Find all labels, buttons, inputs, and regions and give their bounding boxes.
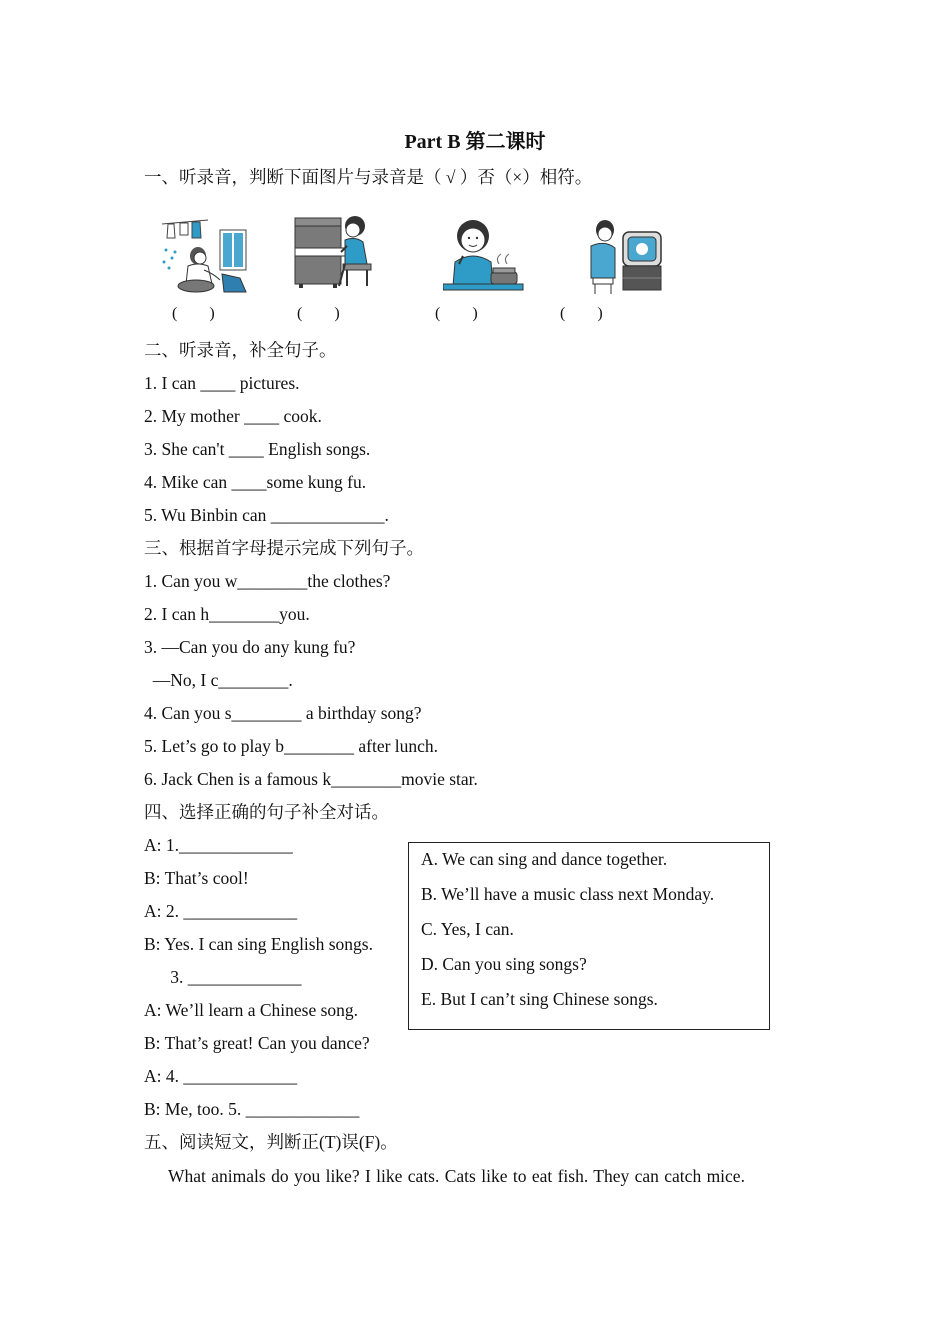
section-5-heading: 五、阅读短文，判断正(T)误(F)。 <box>144 1132 398 1152</box>
washing-clothes-picture <box>160 214 250 296</box>
option-e: E. But I can’t sing Chinese songs. <box>421 989 658 1009</box>
dialogue-line: B: That’s great! Can you dance? <box>144 1033 370 1053</box>
dialogue-line: B: That’s cool! <box>144 868 249 888</box>
question-line: 3. She can't ____ English songs. <box>144 439 371 459</box>
question-line: 4. Mike can ____some kung fu. <box>144 472 367 492</box>
option-b: B. We’ll have a music class next Monday. <box>421 884 715 904</box>
question-line: 2. I can h________you. <box>144 604 310 624</box>
options-box <box>408 842 770 1030</box>
answer-blank-4[interactable]: ( ) <box>560 305 603 322</box>
option-a: A. We can sing and dance together. <box>421 849 668 869</box>
watching-tv-picture <box>587 214 667 296</box>
question-line: 5. Wu Binbin can _____________. <box>144 505 389 525</box>
reading-passage: What animals do you like? I like cats. Cats like to eat fish. They can catch mice. <box>168 1166 745 1186</box>
section-2-heading: 二、听录音，补全句子。 <box>144 340 337 360</box>
option-d: D. Can you sing songs? <box>421 954 587 974</box>
answer-blank-2[interactable]: ( ) <box>297 305 340 322</box>
question-line: 2. My mother ____ cook. <box>144 406 322 426</box>
answer-blank-3[interactable]: ( ) <box>435 305 478 322</box>
option-c: C. Yes, I can. <box>421 919 514 939</box>
question-line: 3. —Can you do any kung fu? <box>144 637 356 657</box>
section-4-heading: 四、选择正确的句子补全对话。 <box>144 802 389 822</box>
section-1-heading: 一、听录音，判断下面图片与录音是（ √ ）否（×）相符。 <box>144 167 593 187</box>
question-line: 5. Let’s go to play b________ after lunch. <box>144 736 439 756</box>
dialogue-line: A: 2. _____________ <box>144 901 298 921</box>
dialogue-line: A: 4. _____________ <box>144 1066 298 1086</box>
question-line: 4. Can you s________ a birthday song? <box>144 703 422 723</box>
dialogue-line: A: 1._____________ <box>144 835 293 855</box>
playing-piano-picture <box>293 214 375 290</box>
question-line: 1. I can ____ pictures. <box>144 373 300 393</box>
section-3-heading: 三、根据首字母提示完成下列句子。 <box>144 538 424 558</box>
dialogue-line: 3. _____________ <box>144 967 302 987</box>
question-line: 1. Can you w________the clothes? <box>144 571 391 591</box>
dialogue-line: B: Yes. I can sing English songs. <box>144 934 373 954</box>
question-line: —No, I c________. <box>144 670 293 690</box>
cooking-picture <box>443 214 525 296</box>
answer-blank-1[interactable]: ( ) <box>172 305 215 322</box>
page-title: Part B 第二课时 <box>404 131 546 153</box>
dialogue-line: B: Me, too. 5. _____________ <box>144 1099 360 1119</box>
dialogue-line: A: We’ll learn a Chinese song. <box>144 1000 359 1020</box>
question-line: 6. Jack Chen is a famous k________movie star. <box>144 769 478 789</box>
